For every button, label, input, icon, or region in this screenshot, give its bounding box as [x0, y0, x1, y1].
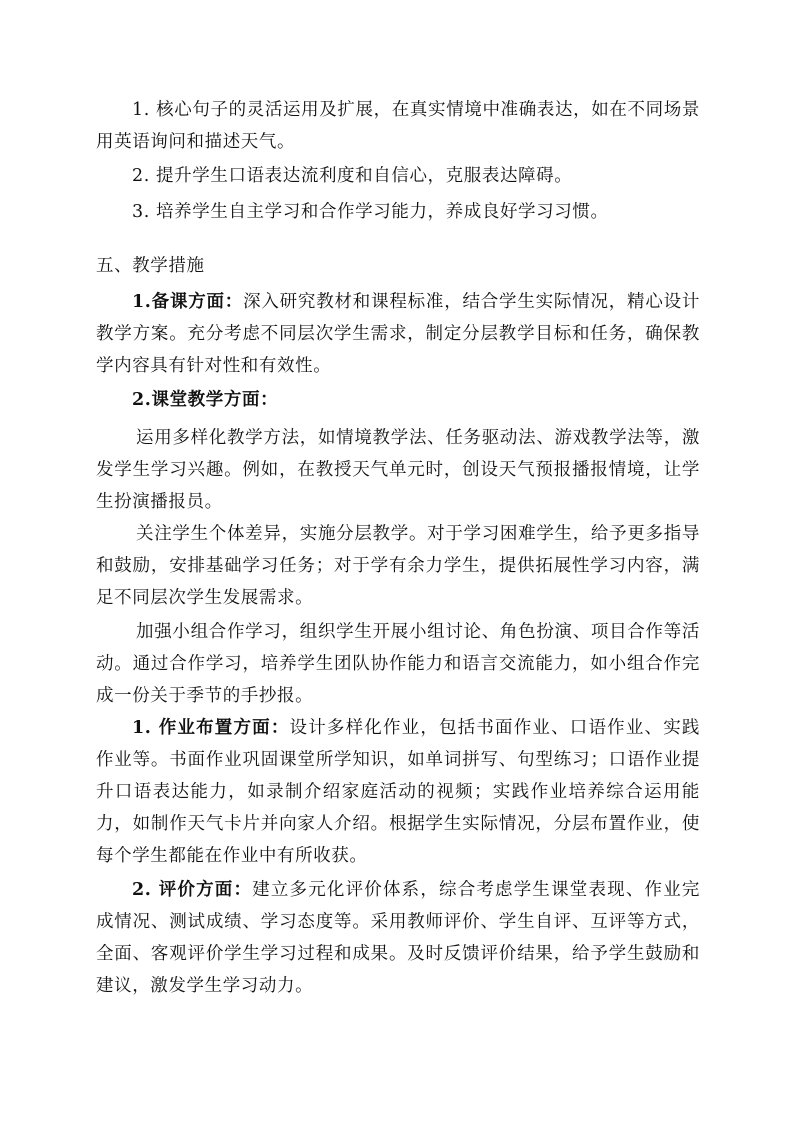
evaluation-text: 建立多元化评价体系，综合考虑学生课堂表现、作业完成情况、测试成绩、学习态度等。采用教师评价、学生自评、互评等方式，全面、客观评价学生学习过程和成果。及时反馈评价结果，给予学生鼓励和建议，激发学生学习动力。	[96, 880, 700, 996]
homework-label: 1. 作业布置方面：	[132, 718, 290, 738]
classroom-heading	[96, 384, 700, 416]
evaluation-label: 2. 评价方面：	[132, 880, 253, 900]
classroom-paragraph-1: 运用多样化教学方法，如情境教学法、任务驱动法、游戏教学法等，激发学生学习兴趣。例如，在教授天气单元时，创设天气预报播报情境，让学生扮演播报员。	[96, 428, 700, 512]
goal-item-2-text: 2. 提升学生口语表达流利度和自信心，克服表达障碍。	[132, 166, 573, 186]
goal-item-3	[96, 196, 700, 228]
prep-label: 1.备课方面：	[132, 292, 244, 312]
prep-text: 深入研究教材和课程标准，结合学生实际情况，精心设计教学方案。充分考虑不同层次学生需求，制定分层教学目标和任务，确保教学内容具有针对性和有效性。	[96, 292, 701, 376]
prep-paragraph	[96, 286, 700, 382]
homework-text: 设计多样化作业，包括书面作业、口语作业、实践作业等。书面作业巩固课堂所学知识，如单词拼写、句型练习；口语作业提升口语表达能力，如录制介绍家庭活动的视频；实践作业培养综合运用能力，如制作天气卡片并向家人介绍。根据学生实际情况，分层布置作业，使每个学生都能在作业中有所收获。	[96, 718, 700, 866]
evaluation-paragraph	[96, 874, 700, 1002]
homework-paragraph	[96, 712, 700, 872]
classroom-paragraph-3: 加强小组合作学习，组织学生开展小组讨论、角色扮演、项目合作等活动。通过合作学习，培养学生团队协作能力和语言交流能力，如小组合作完成一份关于季节的手抄报。	[96, 622, 700, 706]
section-heading: 五、教学措施	[96, 256, 205, 276]
goal-item-1	[96, 94, 700, 158]
goal-item-1-text: 1. 核心句子的灵活运用及扩展，在真实情境中准确表达，如在不同场景用英语询问和描述天气。	[96, 100, 700, 152]
goal-item-2	[96, 160, 700, 192]
goal-item-3-text: 3. 培养学生自主学习和合作学习能力，养成良好学习习惯。	[132, 202, 609, 222]
classroom-paragraph-2: 关注学生个体差异，实施分层教学。对于学习困难学生，给予更多指导和鼓励，安排基础学习任务；对于学有余力学生，提供拓展性学习内容，满足不同层次学生发展需求。	[96, 524, 700, 608]
classroom-label: 2.课堂教学方面：	[132, 390, 279, 410]
